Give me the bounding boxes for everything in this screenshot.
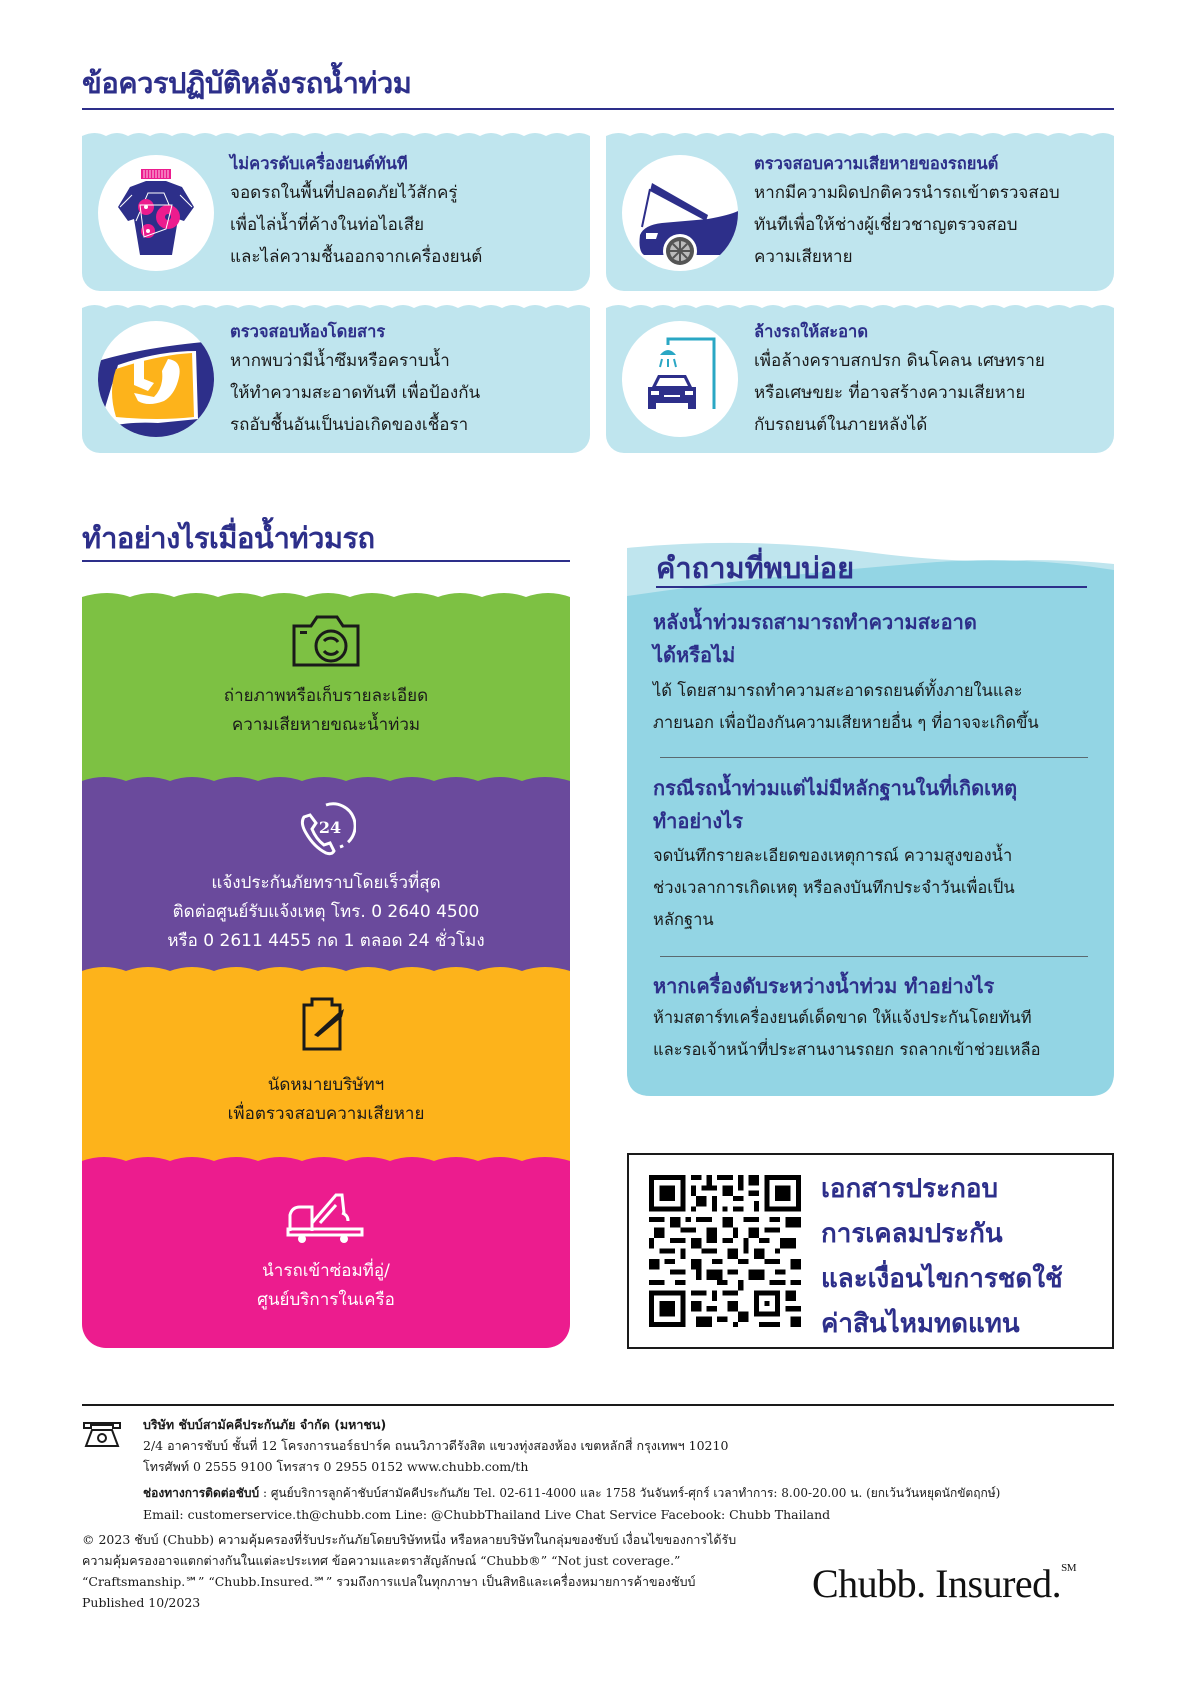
tip-line: ให้ทำความสะอาดทันที เพื่อป้องกัน — [230, 383, 481, 403]
tip-line: กับรถยนต์ในภายหลังได้ — [754, 415, 928, 435]
step-line: ศูนย์บริการในเครือ — [257, 1290, 395, 1310]
qr-caption-line: เอกสารประกอบ — [821, 1174, 998, 1204]
wave-edge — [82, 590, 570, 602]
step-line: แจ้งประกันภัยทราบโดยเร็วที่สุด — [211, 873, 441, 893]
step-line: หรือ 0 2611 4455 กด 1 ตลอด 24 ชั่วโมง — [167, 931, 485, 951]
tip-line: รถอับชื้นอันเป็นบ่อเกิดของเชื้อรา — [230, 415, 469, 435]
section-title-rule — [82, 108, 1114, 110]
tip-line: หากมีความผิดปกติควรนำรถเข้าตรวจสอบ — [754, 183, 1060, 203]
car-hood-open-icon — [622, 155, 738, 271]
faq-title-rule — [656, 586, 1087, 588]
qr-caption-line: การเคลมประกัน — [821, 1219, 1003, 1249]
tip-title: ไม่ควรดับเครื่องยนต์ทันที — [230, 154, 408, 173]
step-line: นัดหมายบริษัทฯ — [267, 1075, 385, 1095]
wave-edge — [606, 130, 1114, 144]
step-line: ถ่ายภาพหรือเก็บรายละเอียด — [223, 686, 429, 706]
engine-icon — [98, 155, 214, 271]
faq-separator — [660, 956, 1088, 957]
tip-title: ตรวจสอบห้องโดยสาร — [230, 322, 386, 341]
footer-channels: Email: customerservice.th@chubb.com Line: @ChubbThailand Live Chat Service Facebook: Chubb Thailand — [143, 1507, 831, 1522]
svg-text:24: 24 — [318, 818, 342, 837]
faq-panel — [627, 510, 1114, 1096]
footer-address: 2/4 อาคารชับบ์ ชั้นที่ 12 โครงการนอร์ธปาร์ค ถนนวิภาวดีรังสิต แขวงทุ่งสองห้อง เขตหลักสี่ กรุงเทพฯ 10210 — [143, 1438, 729, 1453]
tip-card-damage-check — [606, 131, 1114, 291]
claim-documents-qr-box[interactable] — [627, 1153, 1114, 1349]
clipboard-pen-icon — [300, 995, 352, 1055]
tip-line: ความเสียหาย — [754, 247, 853, 267]
car-seat-icon — [98, 321, 214, 437]
footer-published: Published 10/2023 — [82, 1595, 201, 1610]
tip-card-cabin — [82, 303, 590, 453]
step-line: เพื่อตรวจสอบความเสียหาย — [227, 1104, 425, 1124]
footer-rule — [82, 1404, 1114, 1406]
tip-title: ตรวจสอบความเสียหายของรถยนต์ — [754, 154, 999, 173]
tip-line: หรือเศษขยะ ที่อาจสร้างความเสียหาย — [754, 383, 1026, 403]
footer-legal-line: “Craftsmanship.℠” “Chubb.Insured.℠” รวมถึงการแปลในทุกภาษา เป็นสิทธิและเครื่องหมายการค้าของชับบ์ — [82, 1574, 696, 1589]
footer-company: บริษัท ชับบ์สามัคคีประกันภัย จำกัด (มหาชน) — [143, 1417, 387, 1432]
section-title-rule — [82, 560, 570, 562]
footer-legal-line: © 2023 ชับบ์ (Chubb) ความคุ้มครองที่รับประกันภัยโดยบริษัทหนึ่ง หรือหลายบริษัทในกลุ่มของชับบ์ เงื่อนไขของการได้รับ — [82, 1532, 737, 1547]
steps-list — [82, 590, 570, 1348]
tip-card-engine — [82, 131, 590, 291]
phone-24h-icon — [296, 799, 356, 863]
footer-legal-line: ความคุ้มครองอาจแตกต่างกันในแต่ละประเทศ ข้อความและตราสัญลักษณ์ “Chubb®” “Not just coverage.” — [82, 1553, 681, 1568]
tip-line: และไล่ความชื้นออกจากเครื่องยนต์ — [230, 247, 483, 267]
camera-icon — [291, 614, 361, 672]
faq-answer: ห้ามสตาร์ทเครื่องยนต์เด็ดขาด ให้แจ้งประกันโดยทันที และรอเจ้าหน้าที่ประสานงานรถยก รถลากเข้าช่วยเหลือ — [653, 1008, 1041, 1059]
footer-contact: ช่องทางการติดต่อชับบ์ : ศูนย์บริการลูกค้าชับบ์สามัคคีประกันภัย Tel. 02-611-4000 และ 1758 วันจันทร์-ศุกร์ เวลาทำการ: 8.00-20.00 น. (ยกเว้นวันหยุดนักขัตฤกษ์) — [143, 1486, 1001, 1500]
tow-truck-icon — [286, 1191, 366, 1249]
faq-answer: จดบันทึกรายละเอียดของเหตุการณ์ ความสูงของน้ำ ช่วงเวลาการเกิดเหตุ หรือลงบันทึกประจำวันเพื่อเป็น หลักฐาน — [653, 846, 1015, 929]
section-title-after-flood: ข้อควรปฏิบัติหลังรถน้ำท่วม — [82, 66, 412, 100]
section-title-what-to-do: ทำอย่างไรเมื่อน้ำท่วมรถ — [82, 521, 375, 555]
telephone-icon — [82, 1420, 122, 1450]
step-appointment — [82, 975, 570, 1165]
faq-separator — [660, 757, 1088, 758]
wave-edge — [606, 302, 1114, 316]
tip-title: ล้างรถให้สะอาด — [754, 322, 869, 341]
tip-line: เพื่อล้างคราบสกปรก ดินโคลน เศษทราย — [754, 351, 1045, 371]
qr-caption-line: ค่าสินไหมทดแทน — [821, 1309, 1020, 1339]
qr-caption-line: และเงื่อนไขการชดใช้ — [821, 1264, 1063, 1294]
wave-edge — [82, 1153, 570, 1166]
faq-question: กรณีรถน้ำท่วมแต่ไม่มีหลักฐานในที่เกิดเหตุ ทำอย่างไร — [653, 776, 1018, 833]
tip-line: หากพบว่ามีน้ำซึมหรือคราบน้ำ — [230, 351, 450, 371]
step-line: ติดต่อศูนย์รับแจ้งเหตุ โทร. 0 2640 4500 — [172, 902, 480, 922]
wave-edge — [82, 130, 590, 144]
footer-phone: โทรศัพท์ 0 2555 9100 โทรสาร 0 2955 0152 www.chubb.com/th — [143, 1459, 529, 1474]
step-notify-insurer — [82, 785, 570, 975]
step-line: ความเสียหายขณะน้ำท่วม — [231, 715, 421, 735]
tip-card-car-wash — [606, 303, 1114, 453]
tip-line: เพื่อไล่น้ำที่ค้างในท่อไอเสีย — [230, 215, 425, 235]
faq-answer: ได้ โดยสามารถทำความสะอาดรถยนต์ทั้งภายในและ ภายนอก เพื่อป้องกันความเสียหายอื่น ๆ ที่อาจจะเกิดขึ้น — [653, 681, 1039, 732]
faq-question: หลังน้ำท่วมรถสามารถทำความสะอาด ได้หรือไม่ — [653, 610, 977, 667]
step-line: นำรถเข้าซ่อมที่อู่/ — [262, 1261, 390, 1281]
chubb-insured-logo: Chubb. Insured.℠ — [812, 1561, 1077, 1606]
car-wash-icon — [622, 321, 738, 437]
wave-edge — [82, 963, 570, 976]
faq-question: หากเครื่องดับระหว่างน้ำท่วม ทำอย่างไร — [653, 974, 995, 998]
qr-code-icon[interactable] — [649, 1175, 801, 1327]
faq-title: คำถามที่พบบ่อย — [656, 551, 855, 585]
wave-edge — [82, 773, 570, 786]
tip-line: ทันทีเพื่อให้ช่างผู้เชี่ยวชาญตรวจสอบ — [754, 215, 1018, 235]
tip-line: จอดรถในพื้นที่ปลอดภัยไว้สักครู่ — [230, 183, 458, 203]
wave-edge — [82, 302, 590, 316]
step-take-photos — [82, 590, 570, 785]
step-repair — [82, 1165, 570, 1348]
